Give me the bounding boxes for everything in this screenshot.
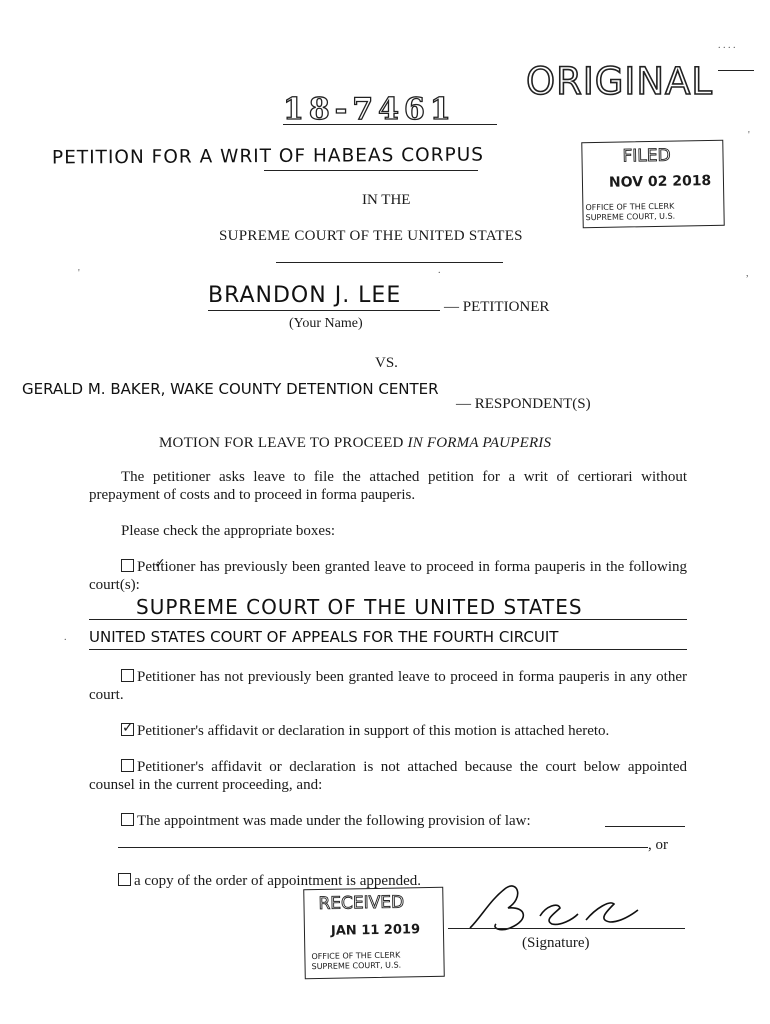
your-name-caption: (Your Name) [289, 316, 363, 331]
motion-title-italic: IN FORMA PAUPERIS [407, 435, 552, 451]
petitioner-underline [208, 310, 440, 311]
checkbox-affidavit-attached[interactable] [121, 723, 134, 736]
checkbox-order-appended[interactable] [118, 873, 131, 886]
respondent-name: GERALD M. BAKER, WAKE COUNTY DETENTION CENTER [22, 380, 439, 398]
stray-mark: . [438, 265, 441, 276]
motion-paragraph: The petitioner asks leave to file the attached petition for a writ of certiorari without prepayment of costs and to proceed in forma pauperis. [89, 469, 687, 503]
court-line-1: SUPREME COURT OF THE UNITED STATES [136, 595, 583, 619]
option-appointment-law-label: The appointment was made under the following provision of law: [137, 813, 531, 829]
filed-stamp-office: OFFICE OF THE CLERK [585, 201, 675, 213]
scan-speck-2: , [746, 268, 749, 279]
filed-stamp [581, 140, 724, 228]
scan-speck-4: ' [748, 130, 750, 141]
petitioner-name: BRANDON J. LEE [208, 283, 402, 308]
checkbox-affidavit-not-attached[interactable] [121, 759, 134, 772]
petition-title: PETITION FOR A WRIT OF HABEAS CORPUS [51, 144, 485, 169]
checkbox-prior-ifp[interactable] [121, 559, 134, 572]
received-stamp-office: OFFICE OF THE CLERK [311, 950, 401, 962]
filed-stamp-title: FILED [622, 145, 671, 167]
option-prior-ifp-label: Petitioner has previously been granted leave to proceed in forma pauperis in the following court(s): [89, 559, 687, 593]
petition-title-underline [264, 170, 478, 171]
option-affidavit-attached-label: Petitioner's affidavit or declaration in support of this motion is attached hereto. [137, 723, 610, 739]
original-stamp: ORIGINAL [526, 60, 713, 103]
option-affidavit-not-attached [89, 758, 687, 794]
scan-speck-3: . [64, 632, 67, 643]
law-provision-blank [605, 826, 685, 827]
court-heading: SUPREME COURT OF THE UNITED STATES [219, 228, 523, 244]
court-line-2-rule [89, 649, 687, 650]
checkbox-appointment-law[interactable] [121, 813, 134, 826]
court-line-2: UNITED STATES COURT OF APPEALS FOR THE FOURTH CIRCUIT [89, 628, 559, 646]
in-the-heading: IN THE [362, 192, 411, 208]
case-number-underline [283, 124, 497, 125]
option-affidavit-not-attached-label: Petitioner's affidavit or declaration is not attached because the court below appointed counsel in the current proceeding, and: [89, 759, 687, 793]
signature-scrawl [448, 880, 648, 940]
motion-title-prefix: MOTION FOR LEAVE TO PROCEED [159, 435, 408, 451]
filed-stamp-court: SUPREME COURT, U.S. [585, 211, 676, 223]
or-label: , or [648, 837, 668, 853]
option-appointment-law [121, 812, 531, 830]
vs-label: VS. [375, 355, 398, 371]
received-stamp-title: RECEIVED [318, 892, 405, 914]
respondent-label: — RESPONDENT(S) [456, 396, 591, 412]
law-provision-blank-2 [118, 847, 648, 848]
received-stamp-court: SUPREME COURT, U.S. [311, 960, 402, 972]
filed-stamp-date: NOV 02 2018 [608, 172, 712, 191]
option-order-appended-label: a copy of the order of appointment is appended. [134, 873, 421, 889]
option-no-prior-ifp-label: Petitioner has not previously been granted leave to proceed in forma pauperis in any other court. [89, 669, 687, 703]
motion-title [159, 434, 551, 452]
signature-caption: (Signature) [522, 935, 590, 951]
signature-line [448, 928, 685, 929]
option-affidavit-attached [121, 722, 609, 740]
checkbox-no-prior-ifp[interactable] [121, 669, 134, 682]
court-divider [276, 262, 503, 263]
original-dash [718, 70, 754, 71]
option-prior-ifp [89, 558, 687, 594]
petitioner-label: — PETITIONER [444, 299, 550, 315]
received-stamp [303, 887, 445, 979]
corner-dots: . . . . [718, 40, 736, 51]
received-stamp-date: JAN 11 2019 [330, 922, 421, 939]
option-no-prior-ifp [89, 668, 687, 704]
instruction-text: Please check the appropriate boxes: [121, 523, 336, 539]
scan-speck-1: ' [78, 268, 80, 279]
case-number: 18-7461 [283, 92, 456, 127]
court-line-1-rule [89, 619, 687, 620]
